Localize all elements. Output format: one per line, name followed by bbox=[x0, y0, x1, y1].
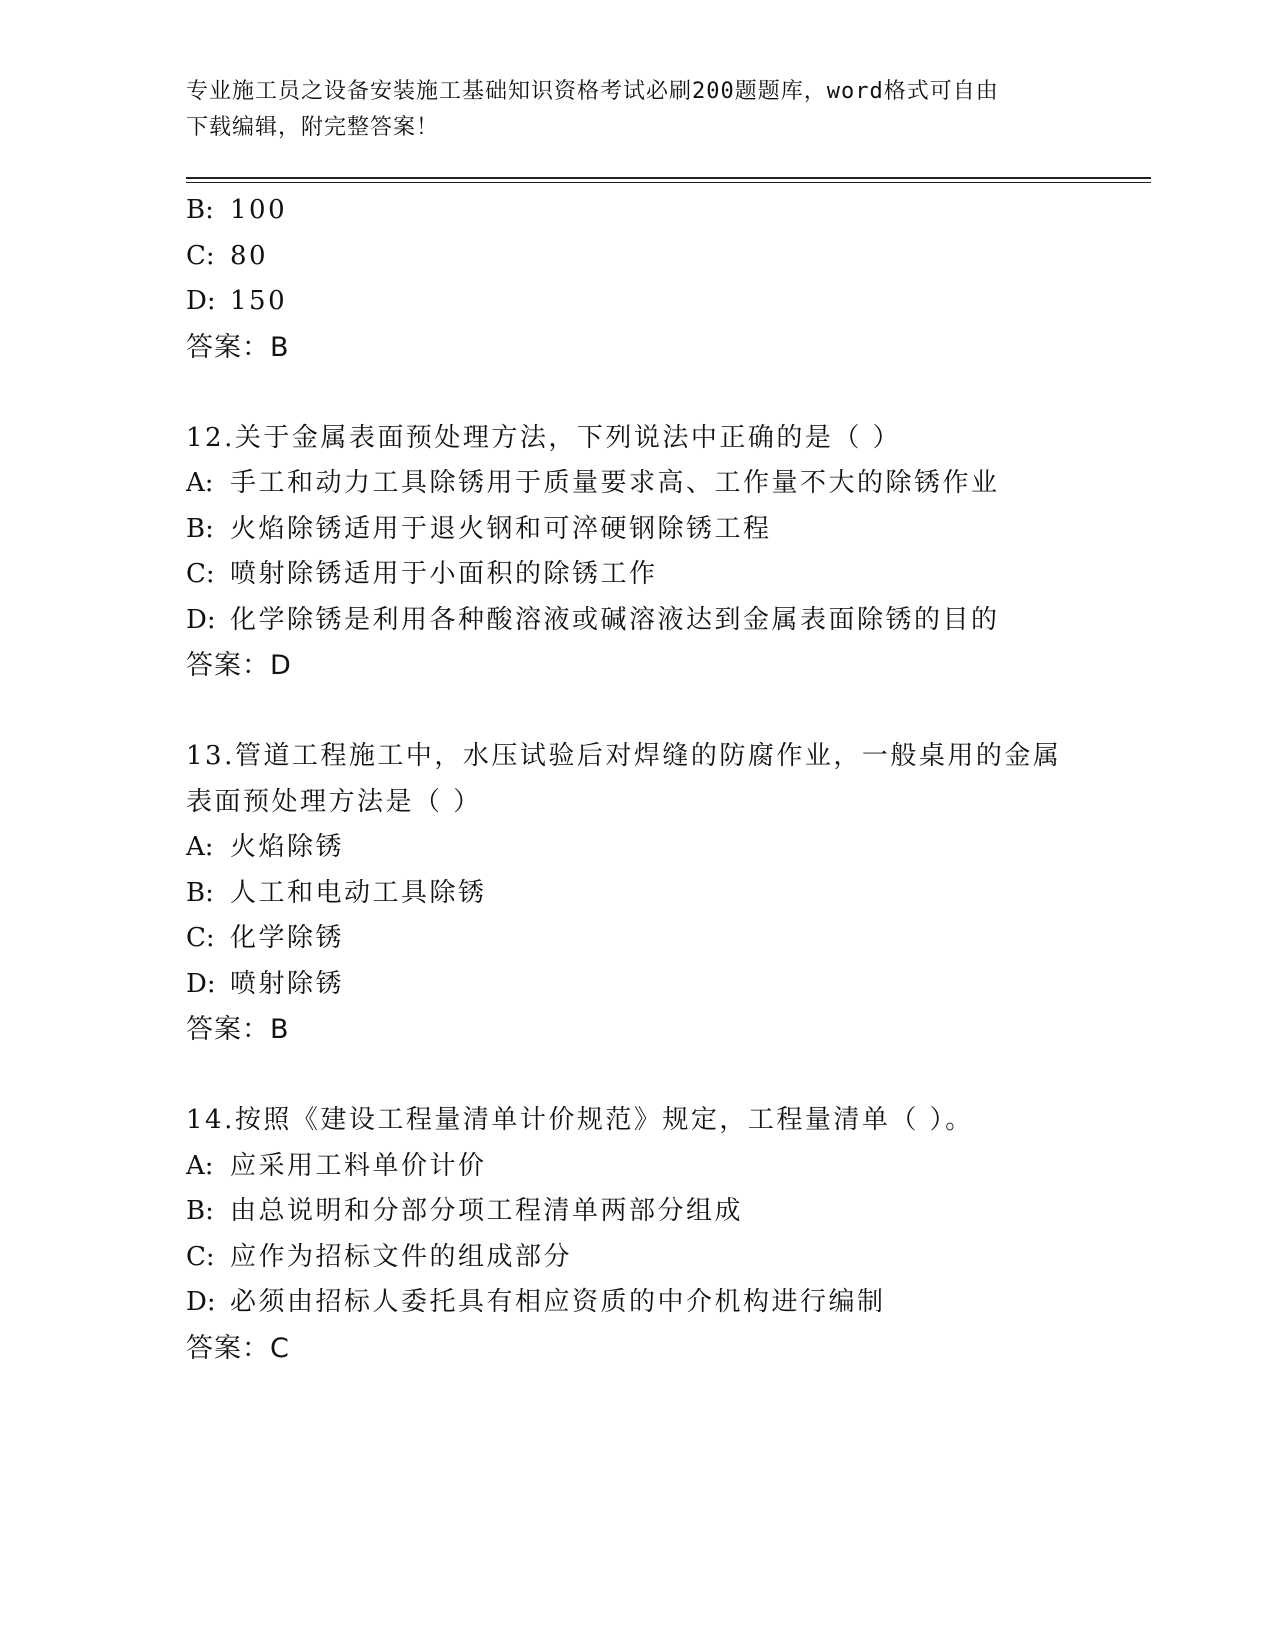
option-label: C: bbox=[186, 923, 215, 953]
option-text: 化学除锈是利用各种酸溶液或碱溶液达到金属表面除锈的目的 bbox=[230, 604, 1000, 635]
header-rule-thick bbox=[186, 177, 1151, 179]
option-label: C: bbox=[186, 559, 215, 589]
option-text: 100 bbox=[230, 195, 288, 225]
option-text: 150 bbox=[230, 286, 288, 316]
prev-question bbox=[186, 188, 1146, 370]
option-label: A: bbox=[186, 1150, 214, 1181]
option-text: 人工和电动工具除锈 bbox=[230, 877, 487, 908]
answer-line: 答案：B bbox=[186, 331, 290, 363]
question-14 bbox=[186, 1098, 1146, 1371]
question-stem: 12.关于金属表面预处理方法，下列说法中正确的是（ ） bbox=[186, 422, 902, 453]
header-title-line-1: 专业施工员之设备安装施工基础知识资格考试必刷200题题库，word格式可自由 bbox=[186, 79, 999, 104]
option-c bbox=[186, 916, 1146, 962]
option-b bbox=[186, 871, 1146, 917]
option-text: 应采用工料单价计价 bbox=[230, 1150, 487, 1181]
option-b bbox=[186, 1189, 1146, 1235]
question-stem: 13.管道工程施工中，水压试验后对焊缝的防腐作业，一般桌用的金属 bbox=[186, 741, 1062, 771]
option-text: 火焰除锈适用于退火钢和可淬硬钢除锈工程 bbox=[230, 513, 772, 544]
option-d bbox=[186, 962, 1146, 1008]
option-text: 由总说明和分部分项工程清单两部分组成 bbox=[230, 1196, 744, 1226]
document-header bbox=[186, 74, 1066, 146]
option-text: 喷射除锈 bbox=[230, 968, 345, 999]
option-c bbox=[186, 1235, 1146, 1281]
option-d bbox=[186, 598, 1146, 644]
question-stem-continued: 表面预处理方法是（ ） bbox=[186, 786, 482, 817]
option-label: D: bbox=[186, 1287, 216, 1317]
answer-line: 答案：C bbox=[186, 1332, 290, 1364]
answer-line: 答案：D bbox=[186, 650, 292, 681]
option-d bbox=[186, 279, 1146, 325]
option-c bbox=[186, 552, 1146, 598]
question-content bbox=[186, 188, 1146, 1371]
option-text: 火焰除锈 bbox=[230, 832, 345, 862]
option-text: 喷射除锈适用于小面积的除锈工作 bbox=[230, 559, 658, 589]
option-label: B: bbox=[186, 195, 214, 225]
option-a bbox=[186, 461, 1146, 507]
option-text: 应作为招标文件的组成部分 bbox=[230, 1241, 573, 1272]
option-a bbox=[186, 825, 1146, 871]
option-label: B: bbox=[186, 513, 214, 544]
option-a bbox=[186, 1144, 1146, 1190]
option-label: C: bbox=[186, 1241, 215, 1272]
option-text: 手工和动力工具除锈用于质量要求高、工作量不大的除锈作业 bbox=[230, 468, 1000, 498]
question-12 bbox=[186, 416, 1146, 689]
header-rule-thin bbox=[186, 182, 1151, 183]
option-text: 80 bbox=[230, 240, 269, 271]
question-13 bbox=[186, 734, 1146, 1053]
option-label: B: bbox=[186, 877, 214, 908]
option-label: B: bbox=[186, 1196, 214, 1226]
option-b bbox=[186, 507, 1146, 553]
option-label: A: bbox=[186, 468, 214, 498]
option-label: C: bbox=[186, 240, 215, 271]
option-b bbox=[186, 188, 1146, 234]
option-label: D: bbox=[186, 968, 216, 999]
option-text: 必须由招标人委托具有相应资质的中介机构进行编制 bbox=[230, 1287, 886, 1317]
answer-line: 答案：B bbox=[186, 1014, 290, 1045]
header-title-line-2: 下载编辑，附完整答案！ bbox=[186, 115, 440, 140]
option-c bbox=[186, 234, 1146, 280]
option-label: A: bbox=[186, 832, 214, 862]
option-label: D: bbox=[186, 286, 216, 316]
option-label: D: bbox=[186, 604, 216, 635]
option-text: 化学除锈 bbox=[230, 923, 345, 953]
question-stem: 14.按照《建设工程量清单计价规范》规定，工程量清单（ ）。 bbox=[186, 1105, 974, 1135]
option-d bbox=[186, 1280, 1146, 1326]
